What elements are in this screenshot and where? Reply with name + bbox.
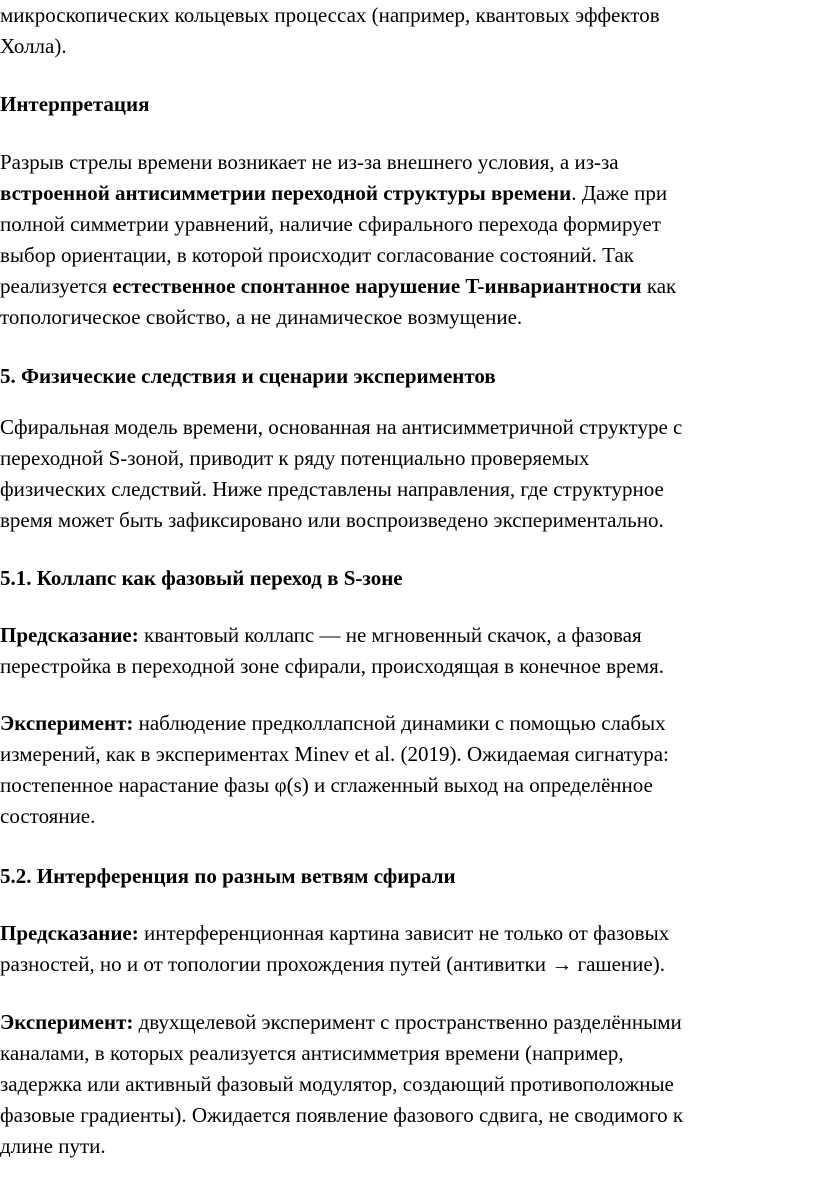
interpretation-line-4: выбор ориентации, в которой происходит согласование состояний. Так: [0, 243, 634, 267]
section-5-1-experiment-line-4: состояние.: [0, 804, 96, 828]
section-5-2-heading: 5.2. Интерференция по разным ветвям сфирали: [0, 864, 456, 888]
section-5-2-experiment-line-4: фазовые градиенты). Ожидается появление фазового сдвига, не сводимого к: [0, 1103, 684, 1127]
section-5-1-prediction-line-1: [0, 620, 664, 651]
section-5-2-prediction-text-1: интерференционная картина зависит не только от фазовых: [138, 921, 670, 945]
interpretation-heading: Интерпретация: [0, 92, 150, 116]
section-5-2-prediction: [0, 918, 669, 980]
experiment-label: Эксперимент:: [0, 711, 134, 735]
experiment-label: Эксперимент:: [0, 1010, 134, 1034]
section-5-2-prediction-line-1: [0, 918, 669, 949]
section-5-2-experiment-line-1: [0, 1007, 683, 1038]
section-5-1-experiment-line-3: постепенное нарастание фазы φ(s) и сглаженный выход на определённое: [0, 773, 653, 797]
section-5-1-experiment-text-1: наблюдение предколлапсной динамики с помощью слабых: [133, 711, 666, 735]
intro-line-2: Холла).: [0, 34, 67, 58]
section-5-2-prediction-line-2: разностей, но и от топологии прохождения путей (антивитки → гашение).: [0, 952, 665, 976]
section-5-1-experiment: [0, 708, 669, 832]
section-5-line-1: Сфиральная модель времени, основанная на антисимметричной структуре с: [0, 415, 683, 439]
interpretation-line-2-rest: . Даже при: [571, 181, 668, 205]
section-5-1-heading: 5.1. Коллапс как фазовый переход в S-зоне: [0, 566, 403, 590]
interpretation-line-1: Разрыв стрелы времени возникает не из-за внешнего условия, а из-за: [0, 150, 619, 174]
interpretation-line-2: [0, 178, 676, 209]
section-5-2-experiment-line-5: длине пути.: [0, 1134, 106, 1158]
section-5-line-3: физических следствий. Ниже представлены направления, где структурное: [0, 477, 664, 501]
interpretation-bold-1: встроенной антисимметрии переходной структуры времени: [0, 181, 572, 205]
section-5-1-experiment-line-2: измерений, как в экспериментах Minev et al. (2019). Ожидаемая сигнатура:: [0, 742, 669, 766]
interpretation-line-3: полной симметрии уравнений, наличие сфирального перехода формирует: [0, 212, 661, 236]
section-5-1-prediction: [0, 620, 664, 682]
section-5-2-experiment-text-1: двухщелевой эксперимент с пространственно разделёнными: [133, 1010, 682, 1034]
prediction-label: Предсказание:: [0, 921, 139, 945]
section-5-paragraph: [0, 412, 682, 536]
interpretation-line-5-pre: реализуется: [0, 274, 113, 298]
section-5-1-experiment-line-1: [0, 708, 669, 739]
section-5-2-experiment: [0, 1007, 683, 1162]
section-5-heading: 5. Физические следствия и сценарии экспериментов: [0, 364, 496, 388]
intro-line-1: микроскопических кольцевых процессах (например, квантовых эффектов: [0, 3, 660, 27]
prediction-label: Предсказание:: [0, 623, 139, 647]
interpretation-line-6: топологическое свойство, а не динамическое возмущение.: [0, 305, 523, 329]
section-5-1-prediction-line-2: перестройка в переходной зоне сфирали, происходящая в конечное время.: [0, 654, 665, 678]
section-5-1-prediction-text-1: квантовый коллапс — не мгновенный скачок, а фазовая: [138, 623, 642, 647]
interpretation-paragraph: [0, 147, 676, 333]
interpretation-bold-2: естественное спонтанное нарушение T-инвариантности: [112, 274, 642, 298]
section-5-line-2: переходной S-зоной, приводит к ряду потенциально проверяемых: [0, 446, 590, 470]
section-5-2-experiment-line-2: каналами, в которых реализуется антисимметрия времени (например,: [0, 1041, 624, 1065]
intro-paragraph: [0, 0, 660, 62]
interpretation-line-5-post: как: [641, 274, 677, 298]
section-5-line-4: время может быть зафиксировано или воспроизведено экспериментально.: [0, 508, 664, 532]
section-5-2-experiment-line-3: задержка или активный фазовый модулятор, создающий противоположные: [0, 1072, 674, 1096]
interpretation-line-5: [0, 271, 676, 302]
